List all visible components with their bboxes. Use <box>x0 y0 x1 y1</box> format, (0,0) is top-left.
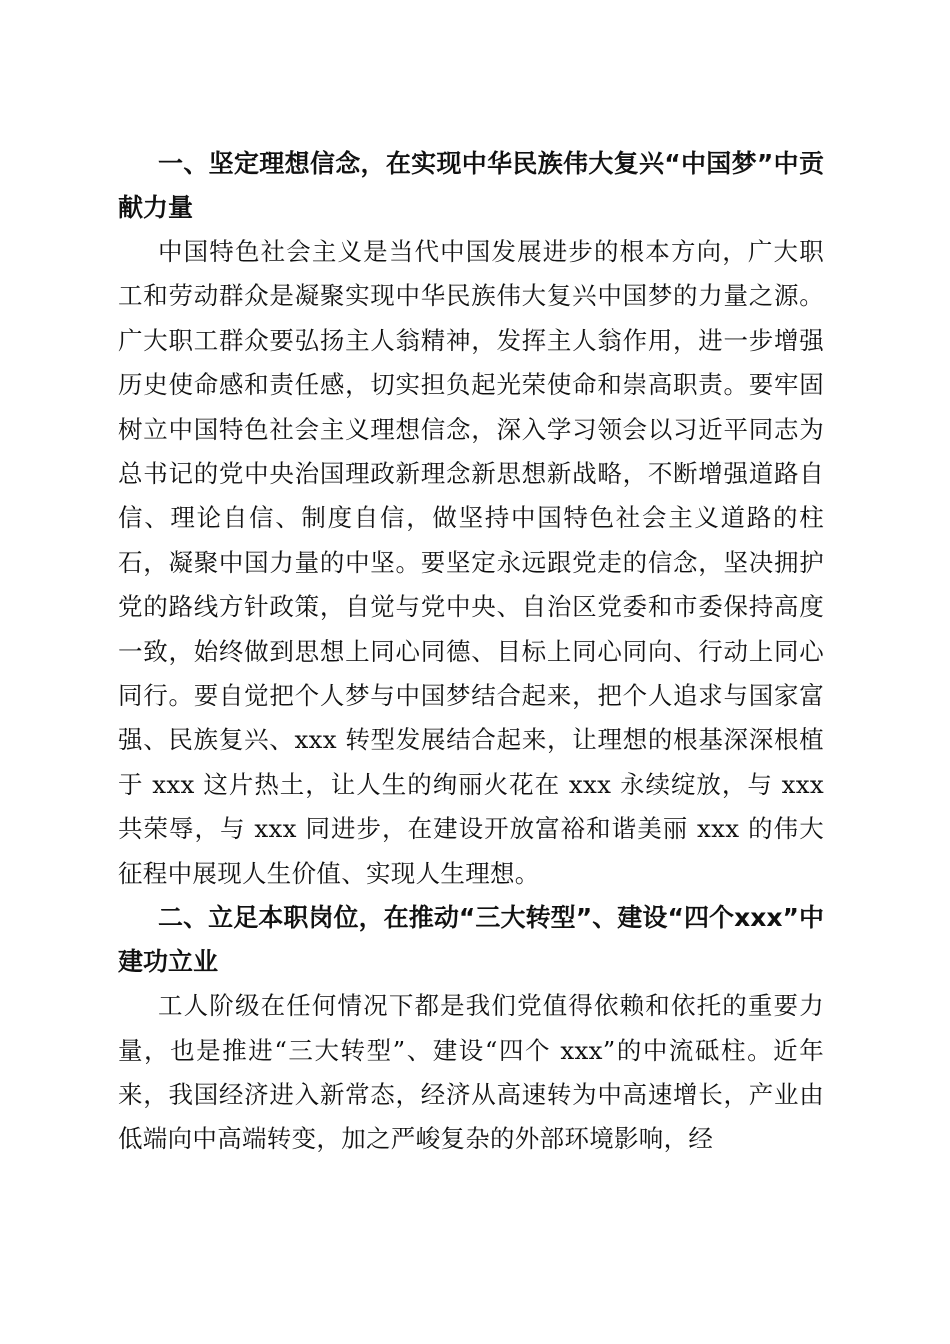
section-heading-1: 一、坚定理想信念，在实现中华民族伟大复兴“中国梦”中贡献力量 <box>118 149 824 222</box>
section-paragraph-1: 中国特色社会主义是当代中国发展进步的根本方向，广大职工和劳动群众是凝聚实现中华民族伟大复兴中国梦的力量之源。广大职工群众要弘扬主人翁精神，发挥主人翁作用，进一步增强历史使命感和责任感，切实担负起光荣使命和崇高职责。要牢固树立中国特色社会主义理想信念，深入学习领会以习近平同志为总书记的党中央治国理政新理念新思想新战略，不断增强道路自信、理论自信、制度自信，做坚持中国特色社会主义道路的柱石，凝聚中国力量的中坚。要坚定永远跟党走的信念，坚决拥护党的路线方针政策，自觉与党中央、自治区党委和市委保持高度一致，始终做到思想上同心同德、目标上同心同向、行动上同心同行。要自觉把个人梦与中国梦结合起来，把个人追求与国家富强、民族复兴、xxx 转型发展结合起来，让理想的根基深深根植于 xxx 这片热土，让人生的绚丽火花在 xxx 永续绽放，与 xxx 共荣辱，与 xxx 同进步，在建设开放富裕和谐美丽 xxx 的伟大征程中展现人生价值、实现人生理想。 <box>118 237 824 888</box>
section-paragraph-2: 工人阶级在任何情况下都是我们党值得依赖和依托的重要力量，也是推进“三大转型”、建设“四个 xxx”的中流砥柱。近年来，我国经济进入新常态，经济从高速转为中高速增长，产业由低端向中高端转变，加之严峻复杂的外部环境影响，经 <box>118 991 824 1154</box>
document-body <box>118 142 824 1162</box>
section-heading-2: 二、立足本职岗位，在推动“三大转型”、建设“四个xxx”中建功立业 <box>118 903 824 977</box>
